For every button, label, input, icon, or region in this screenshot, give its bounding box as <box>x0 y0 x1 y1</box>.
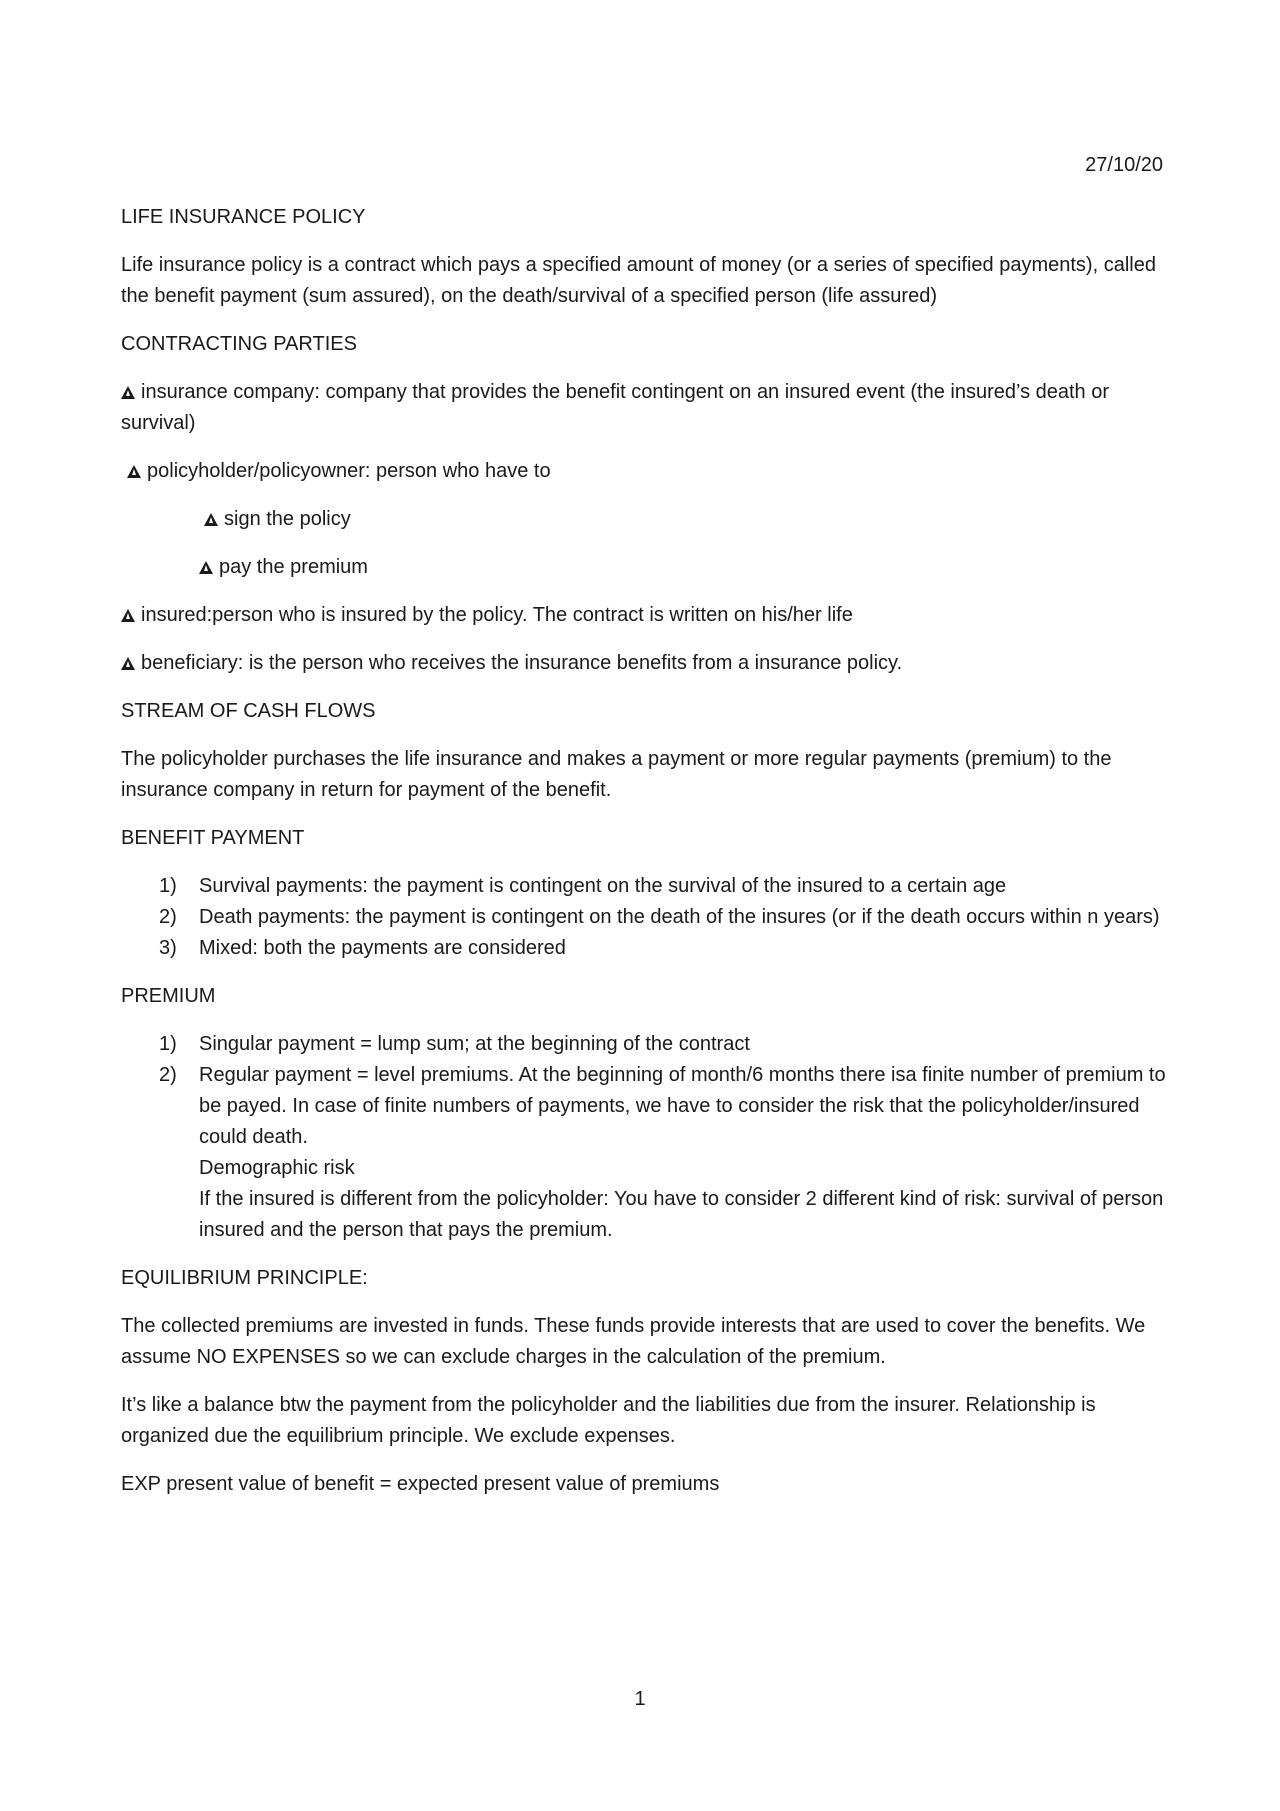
premium-heading: PREMIUM <box>121 985 216 1007</box>
contracting-parties-heading: CONTRACTING PARTIES <box>121 333 357 355</box>
bullet-beneficiary <box>121 648 1171 679</box>
equilibrium-heading: EQUILIBRIUM PRINCIPLE: <box>121 1267 368 1289</box>
document-date: 27/10/20 <box>1085 154 1163 176</box>
equilibrium-paragraph-1: The collected premiums are invested in funds. These funds provide interests that are used to cover the benefits. We assume NO EXPENSES so we can exclude charges in the calculation of the premium. <box>121 1315 1146 1368</box>
equilibrium-formula: EXP present value of benefit = expected present value of premiums <box>121 1473 720 1495</box>
cash-flows-paragraph: The policyholder purchases the life insurance and makes a payment or more regular payments (premium) to the insurance company in return for payment of the benefit. <box>121 748 1112 801</box>
list-item <box>121 902 1171 933</box>
list-number: 3) <box>159 937 177 959</box>
list-number: 2) <box>159 1064 177 1086</box>
benefit-payment-list <box>121 871 1171 964</box>
list-item <box>121 1029 1171 1060</box>
triangle-bullet-icon <box>204 513 218 526</box>
list-item <box>121 871 1171 902</box>
list-text: Survival payments: the payment is contingent on the survival of the insured to a certain age <box>199 875 1007 897</box>
list-number: 1) <box>159 875 177 897</box>
page-number: 1 <box>634 1688 646 1710</box>
benefit-payment-heading: BENEFIT PAYMENT <box>121 827 305 849</box>
bullet-text: sign the policy <box>224 508 351 530</box>
intro-paragraph: Life insurance policy is a contract which pays a specified amount of money (or a series of specified payments), called the benefit payment (sum assured), on the death/survival of a specified person (life assured) <box>121 254 1156 307</box>
equilibrium-paragraph-2: It’s like a balance btw the payment from the policyholder and the liabilities due from the insurer. Relationship is organized due the equilibrium principle. We exclude expenses. <box>121 1394 1096 1447</box>
insured-different-line: If the insured is different from the policyholder: You have to consider 2 different kind of risk: survival of person insured and the person that pays the premium. <box>199 1188 1164 1241</box>
bullet-text: insured:person who is insured by the policy. The contract is written on his/her life <box>141 604 853 626</box>
list-text: Death payments: the payment is contingent on the death of the insures (or if the death occurs within n years) <box>199 906 1160 928</box>
triangle-bullet-icon <box>199 561 213 574</box>
bullet-text: pay the premium <box>219 556 368 578</box>
list-text: Singular payment = lump sum; at the beginning of the contract <box>199 1033 750 1055</box>
list-text: Regular payment = level premiums. At the beginning of month/6 months there isa finite number of premium to be payed. In case of finite numbers of payments, we have to consider the risk that the policyholder/insured could death. <box>199 1064 1166 1148</box>
bullet-text: insurance company: company that provides the benefit contingent on an insured event (the insured’s death or survival) <box>121 381 1110 434</box>
bullet-pay-premium <box>121 552 1171 583</box>
premium-list <box>121 1029 1171 1246</box>
document-body <box>121 202 1171 1517</box>
triangle-bullet-icon <box>121 609 135 622</box>
demographic-risk-line: Demographic risk <box>199 1157 355 1179</box>
bullet-insured <box>121 600 1171 631</box>
list-item <box>121 933 1171 964</box>
triangle-bullet-icon <box>121 386 135 399</box>
bullet-insurance-company <box>121 377 1171 439</box>
bullet-text: beneficiary: is the person who receives the insurance benefits from a insurance policy. <box>141 652 903 674</box>
list-number: 2) <box>159 906 177 928</box>
list-number: 1) <box>159 1033 177 1055</box>
list-text: Mixed: both the payments are considered <box>199 937 566 959</box>
list-item <box>121 1060 1171 1153</box>
triangle-bullet-icon <box>127 465 141 478</box>
triangle-bullet-icon <box>121 657 135 670</box>
cash-flows-heading: STREAM OF CASH FLOWS <box>121 700 376 722</box>
bullet-text: policyholder/policyowner: person who have to <box>147 460 551 482</box>
document-title: LIFE INSURANCE POLICY <box>121 206 366 228</box>
bullet-policyholder <box>121 456 1171 487</box>
bullet-sign-policy <box>121 504 1171 535</box>
